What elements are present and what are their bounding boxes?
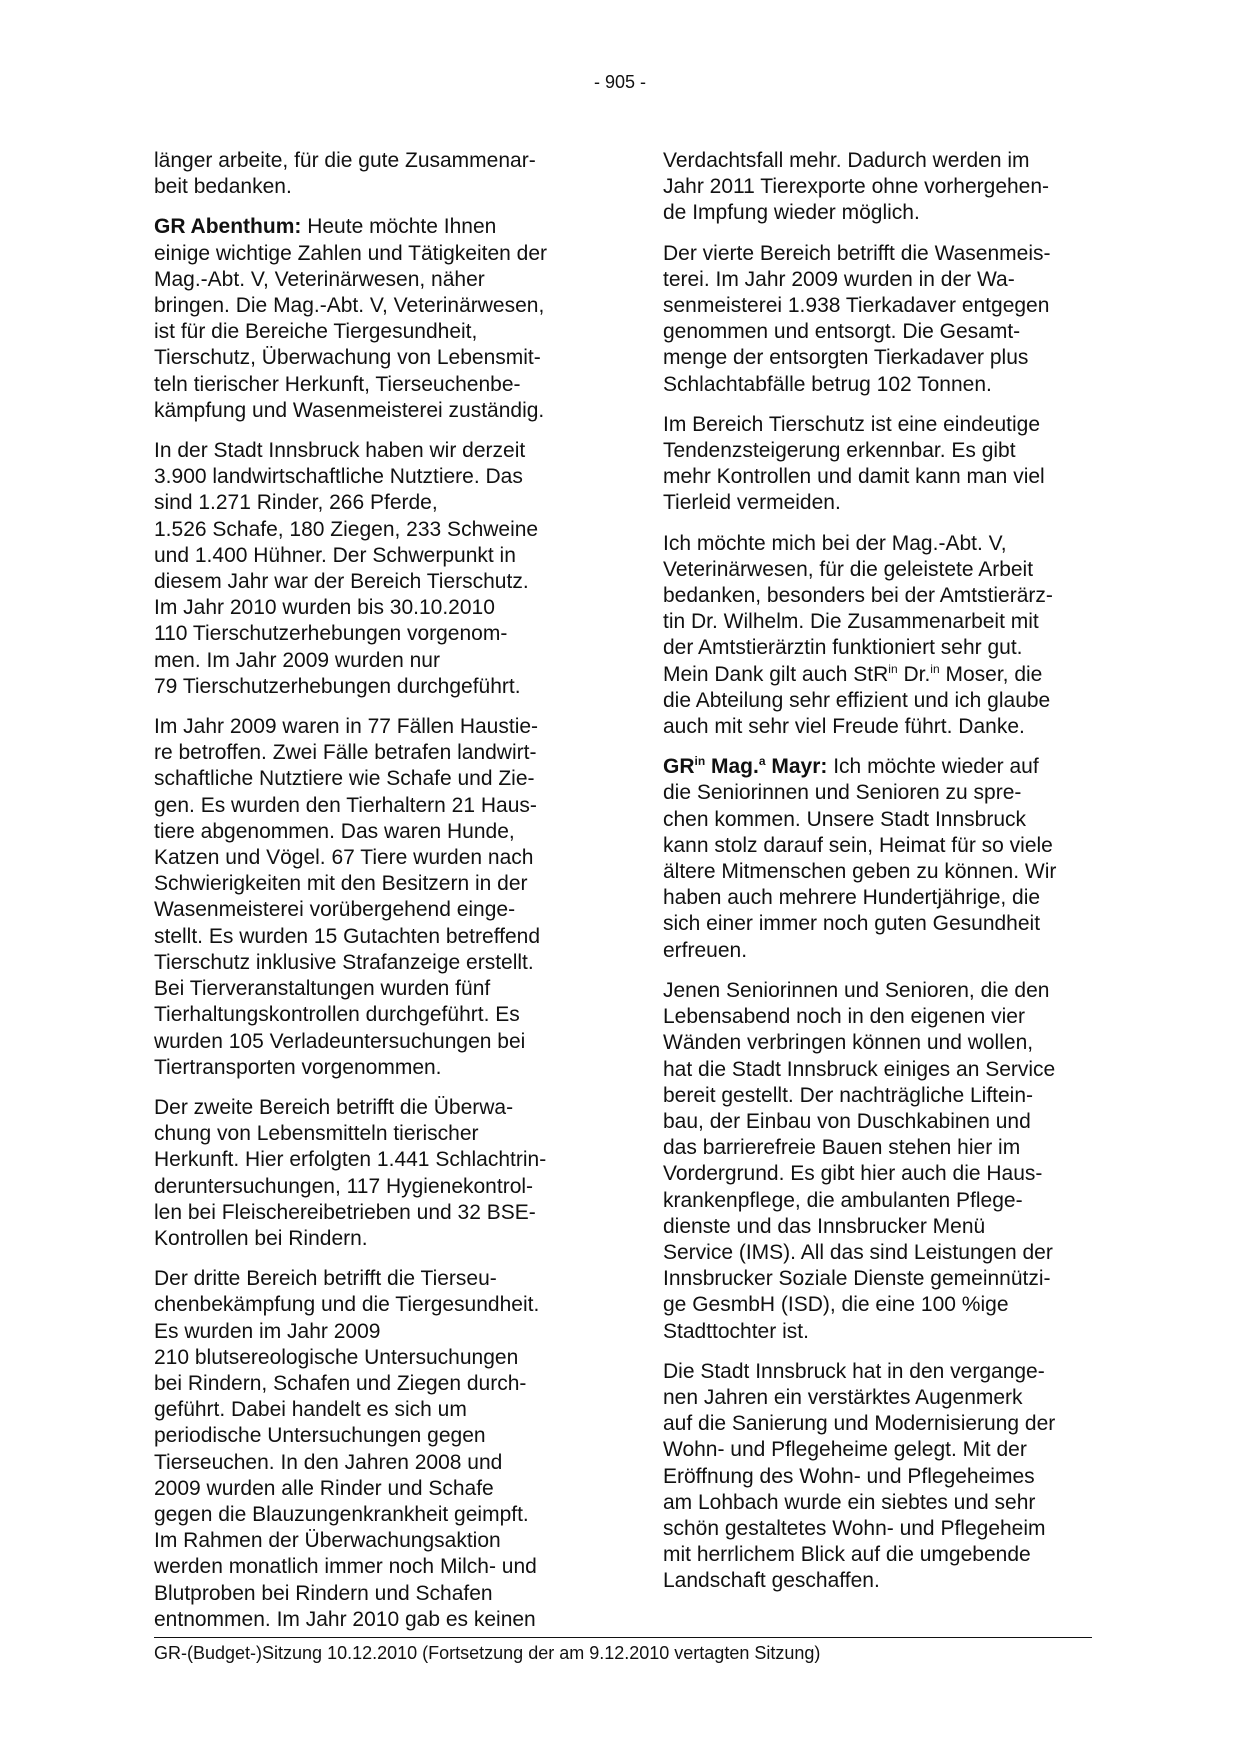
speaker-surname: Mayr: — [765, 755, 828, 779]
superscript: a — [758, 754, 766, 769]
superscript: in — [888, 661, 898, 676]
paragraph: In der Stadt Innsbruck haben wir derzeit 3.900 landwirtschaftliche Nutztiere. Das sind 1.271 Rinder, 266 Pferde, 1.526 Schafe, 180 Ziegen, 233 Schweine und 1.400 Hühner. Der Schwerpunkt in diesem Jahr war der Bereich Tierschutz. Im Jahr 2010 wurden bis 30.10.2010 110 Tierschutzerhebungen vorgenom- men. Im Jahr 2009 wurden nur 79 Tierschutzerhebungen durchgeführt. — [154, 439, 539, 698]
speaker-title: GR — [663, 755, 695, 779]
paragraph: Die Stadt Innsbruck hat in den vergange- nen Jahren ein verstärktes Augenmerk auf die Sanierung und Modernisierung der Wohn- und Pflegeheime gelegt. Mit der Eröffnung des Wohn- und Pflegeheimes am Lohbach wurde ein siebtes und sehr schön gestaltetes Wohn- und Pflegeheim mit herrlichem Blick auf die umgebende Landschaft geschaffen. — [663, 1359, 1056, 1593]
footer-text: GR-(Budget-)Sitzung 10.12.2010 (Fortsetzung der am 9.12.2010 vertagten Sitzung) — [154, 1643, 821, 1663]
text-segment: Moser, die die Abteilung sehr effizient und ich glaube auch mit sehr viel Freude führt. Danke. — [663, 662, 1051, 739]
page-number: - 905 - — [593, 72, 647, 92]
left-column — [154, 148, 594, 1647]
text-segment: Dr. — [897, 662, 931, 686]
speech-text: Heute möchte Ihnen einige wichtige Zahlen und Tätigkeiten der Mag.-Abt. V, Veterinärwesen, näher bringen. Die Mag.-Abt. V, Veterinärwesen, ist für die Bereiche Tiergesundheit, Tierschutz, Überwachung von Lebensmit- teln tierischer Herkunft, Tierseuchenbe- kämpfung und Wasenmeisterei zuständig. — [154, 215, 548, 422]
superscript: in — [694, 754, 706, 769]
speech-text: Ich möchte wieder auf die Seniorinnen und Senioren zu spre- chen kommen. Unsere Stadt Innsbruck kann stolz darauf sein, Heimat für so viele ältere Mitmenschen geben zu können. Wir haben auch mehrere Hundertjährige, die sich einer immer noch guten Gesundheit erfreuen. — [663, 755, 1057, 962]
paragraph-speaker-abenthum — [154, 214, 594, 424]
paragraph: länger arbeite, für die gute Zusammenar- beit bedanken. — [154, 149, 536, 199]
paragraph-thanks — [663, 531, 1103, 741]
paragraph: Der dritte Bereich betrifft die Tierseu- chenbekämpfung und die Tiergesundheit. Es wurden im Jahr 2009 210 blutsereologische Untersuchungen bei Rindern, Schafen und Ziegen durch- geführt. Dabei handelt es sich um periodische Untersuchungen gegen Tierseuchen. In den Jahren 2008 und 2009 wurden alle Rinder und Schafe gegen die Blauzungenkrankheit geimpft. Im Rahmen der Überwachungsaktion werden monatlich immer noch Milch- und Blutproben bei Rindern und Schafen entnommen. Im Jahr 2010 gab es keinen — [154, 1267, 540, 1631]
speaker-name — [663, 755, 827, 778]
text-segment: Ich möchte mich bei der Mag.-Abt. V, Veterinärwesen, für die geleistete Arbeit bedanken, besonders bei der Amtstierärz- tin Dr. Wilhelm. Die Zusammenarbeit mit der Amtstierärztin funktioniert sehr gut. Mein Dank gilt auch StR — [663, 531, 1053, 686]
paragraph: Verdachtsfall mehr. Dadurch werden im Jahr 2011 Tierexporte ohne vorhergehen- de Impfung wieder möglich. — [663, 149, 1050, 225]
paragraph-speaker-mayr — [663, 754, 1103, 964]
speaker-name: GR Abenthum: — [154, 215, 302, 239]
speaker-title: Mag. — [705, 755, 759, 779]
paragraph: Der vierte Bereich betrifft die Wasenmeis- terei. Im Jahr 2009 wurden in der Wa- senmeisterei 1.938 Tierkadaver entgegen genommen und entsorgt. Die Gesamt- menge der entsorgten Tierkadaver plus Schlachtabfälle betrug 102 Tonnen. — [663, 241, 1051, 396]
paragraph: Der zweite Bereich betrifft die Überwa- chung von Lebensmitteln tierischer Herkunft. Hier erfolgten 1.441 Schlachtrin- deruntersuchungen, 117 Hygienekontrol- len bei Fleischereibetrieben und 32 BSE- Kontrollen bei Rindern. — [154, 1095, 547, 1250]
footer-divider — [154, 1637, 1092, 1638]
paragraph: Jenen Seniorinnen und Senioren, die den Lebensabend noch in den eigenen vier Wänden verbringen können und wollen, hat die Stadt Innsbruck einiges an Service bereit gestellt. Der nachträgliche Liftein- bau, der Einbau von Duschkabinen und das barrierefreie Bauen stehen hier im Vordergrund. Es gibt hier auch die Haus- krankenpflege, die ambulanten Pflege- dienste und das Innsbrucker Menü Service (IMS). All das sind Leistungen der Innsbrucker Soziale Dienste gemeinnützi- ge GesmbH (ISD), die eine 100 %ige Stadttochter ist. — [663, 978, 1056, 1343]
paragraph: Im Jahr 2009 waren in 77 Fällen Haustie- re betroffen. Zwei Fälle betrafen landwirt- schaftliche Nutztiere wie Schafe und Zie- gen. Es wurden den Tierhaltern 21 Haus- tiere abgenommen. Das waren Hunde, Katzen und Vögel. 67 Tiere wurden nach Schwierigkeiten mit den Besitzern in der Wasenmeisterei vorübergehend einge- stellt. Es wurden 15 Gutachten betreffend Tierschutz inklusive Strafanzeige erstellt. Bei Tierveranstaltungen wurden fünf Tierhaltungskontrollen durchgeführt. Es wurden 105 Verladeuntersuchungen bei Tiertransporten vorgenommen. — [154, 715, 541, 1079]
superscript: in — [930, 661, 940, 676]
right-column — [663, 148, 1103, 1609]
paragraph: Im Bereich Tierschutz ist eine eindeutige Tendenzsteigerung erkennbar. Es gibt mehr Kontrollen und damit kann man viel Tierleid vermeiden. — [663, 412, 1045, 515]
